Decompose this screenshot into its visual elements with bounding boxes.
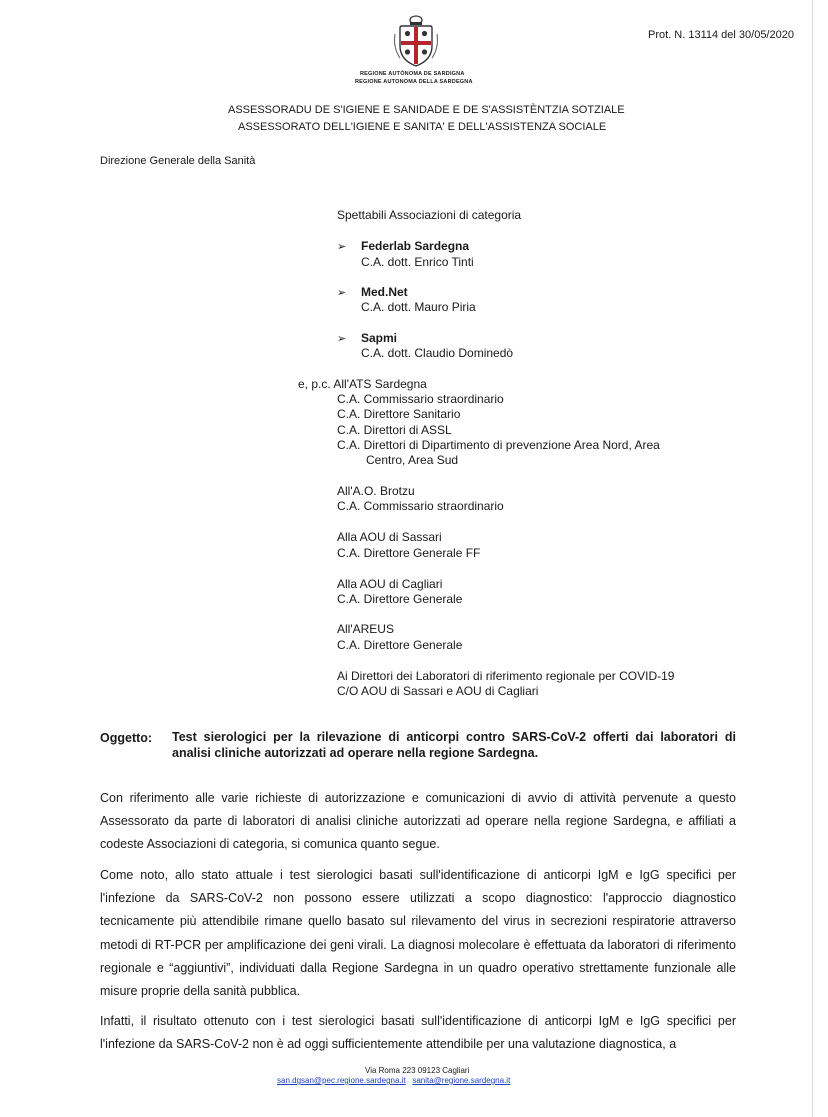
body-paragraph: Con riferimento alle varie richieste di autorizzazione e comunicazioni di avvio di attività pervenute a questo Assessorato da parte di laboratori di analisi cliniche autorizzati ad operare nella regione Sardegna, e affiliati a codeste Associazioni di categoria, si comunica quanto segue. xyxy=(100,791,736,852)
assessorato-italian: ASSESSORATO DELL'IGIENE E SANITA' E DELL'ASSISTENZA SOCIALE xyxy=(238,121,607,133)
ats-line: C.A. Commissario straordinario xyxy=(337,392,504,406)
recipient-attn: C.A. Commissario straordinario xyxy=(337,499,504,513)
recipient-name: Alla AOU di Cagliari xyxy=(337,577,443,591)
page-edge xyxy=(812,0,813,1117)
regional-emblem-icon xyxy=(392,14,440,68)
footer-emails xyxy=(277,1076,510,1085)
footer-address: Via Roma 223 09123 Cagliari xyxy=(365,1066,470,1075)
bullet-icon: ➢ xyxy=(337,333,347,345)
subject-text: Test sierologici per la rilevazione di anticorpi contro SARS-CoV-2 offerti dai laboratori di analisi cliniche autorizzati ad operare nella regione Sardegna. xyxy=(172,730,736,760)
recipient-name: All'A.O. Brotzu xyxy=(337,484,415,498)
region-name-italian: REGIONE AUTONOMA DELLA SARDEGNA xyxy=(355,79,473,85)
body-paragraph: Infatti, il risultato ottenuto con i test sierologici basati sull'identificazione di anticorpi IgM e IgG specifici per l'infezione da SARS-CoV-2 non è ad oggi sufficientemente attendibile per una valutazione diagnostica, a xyxy=(100,1014,736,1052)
ats-line: C.A. Direttori di ASSL xyxy=(337,423,452,437)
directorate: Direzione Generale della Sanità xyxy=(100,155,256,167)
recipients-intro: Spettabili Associazioni di categoria xyxy=(337,208,522,222)
labs-line: Ai Direttori dei Laboratori di riferimento regionale per COVID-19 xyxy=(337,669,675,683)
association-attn: C.A. dott. Mauro Piria xyxy=(361,300,476,314)
association-attn: C.A. dott. Enrico Tinti xyxy=(361,255,474,269)
pec-email-link[interactable]: san.dgsan@pec.regione.sardegna.it xyxy=(277,1076,406,1085)
recipient-name: All'AREUS xyxy=(337,622,394,636)
ats-line: Centro, Area Sud xyxy=(366,453,459,467)
association-attn: C.A. dott. Claudio Dominedò xyxy=(361,346,514,360)
association-name: Med.Net xyxy=(361,285,408,299)
association-name: Sapmi xyxy=(361,331,398,345)
association-name: Federlab Sardegna xyxy=(361,239,470,253)
region-name-sardinian: REGIONE AUTÒNOMA DE SARDIGNA xyxy=(360,71,465,77)
recipient-attn: C.A. Direttore Generale xyxy=(337,592,463,606)
recipient-name: Alla AOU di Sassari xyxy=(337,530,442,544)
recipient-attn: C.A. Direttore Generale xyxy=(337,638,463,652)
recipient-attn: C.A. Direttore Generale FF xyxy=(337,546,481,560)
subject-label: Oggetto: xyxy=(100,731,153,745)
ats-line: C.A. Direttori di Dipartimento di prevenzione Area Nord, Area xyxy=(337,438,660,452)
protocol-number: Prot. N. 13114 del 30/05/2020 xyxy=(648,29,794,41)
assessorato-sardinian: ASSESSORADU DE S'IGIENE E SANIDADE E DE S'ASSISTÈNTZIA SOTZIALE xyxy=(228,104,625,116)
body-paragraph: Come noto, allo stato attuale i test sierologici basati sull'identificazione di anticorpi IgM e IgG specifici per l'infezione da SARS-CoV-2 non possono essere utilizzati a scopo diagnostico: l'approccio diagnostico tecnicamente più attendibile rimane quello basato sul rilevamento del virus in secrezioni respiratorie attraverso metodi di RT-PCR per amplificazione dei geni virali. La diagnosi molecolare è effettuata da laboratori di riferimento regionale e “aggiuntivi”, individuati dalla Regione Sardegna in un quadro operativo strettamente funzionale alle misure proprie della sanità pubblica. xyxy=(100,868,736,999)
bullet-icon: ➢ xyxy=(337,241,347,253)
email-link[interactable]: sanita@regione.sardegna.it xyxy=(412,1076,511,1085)
bullet-icon: ➢ xyxy=(337,287,347,299)
cc-intro: e, p.c. All'ATS Sardegna xyxy=(298,377,427,391)
ats-line: C.A. Direttore Sanitario xyxy=(337,407,461,421)
labs-line: C/O AOU di Sassari e AOU di Cagliari xyxy=(337,684,539,698)
